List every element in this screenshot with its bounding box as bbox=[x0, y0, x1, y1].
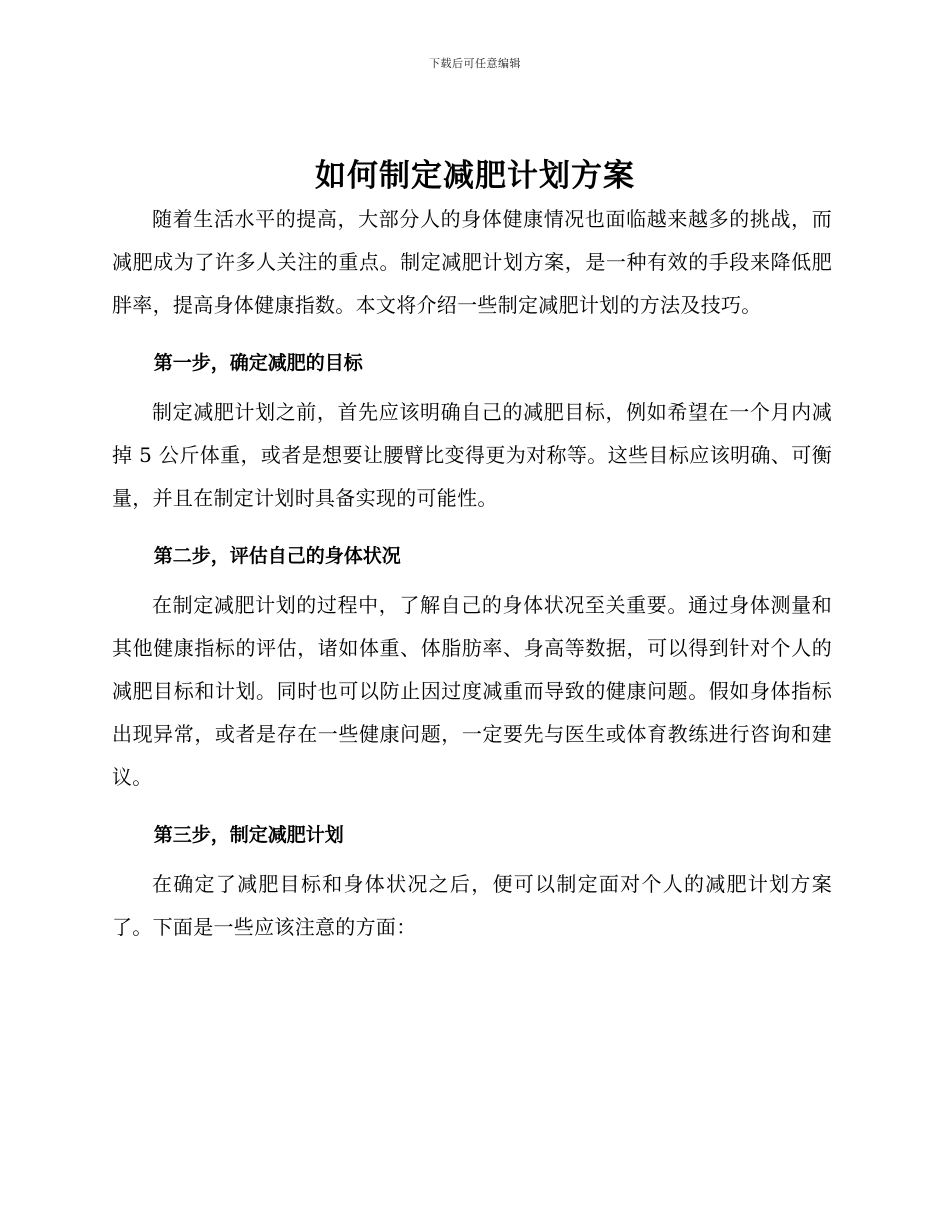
document-title: 如何制定减肥计划方案 bbox=[315, 158, 635, 194]
section-body-step-2: 在制定减肥计划的过程中，了解自己的身体状况至关重要。通过身体测量和其他健康指标的评估，诸如体重、体脂肪率、身高等数据，可以得到针对个人的减肥目标和计划。同时也可以防止因过度减重而导致的健康问题。假如身体指标出现异常，或者是存在一些健康问题，一定要先与医生或体育教练进行咨询和建议。 bbox=[112, 593, 832, 789]
section-heading-step-1: 第一步，确定减肥的目标 bbox=[153, 352, 363, 374]
header-note: 下载后可任意编辑 bbox=[429, 57, 521, 70]
document-body bbox=[112, 198, 832, 949]
section-body-step-1: 制定减肥计划之前，首先应该明确自己的减肥目标，例如希望在一个月内减掉 5 公斤体重，或者是想要让腰臂比变得更为对称等。这些目标应该明确、可衡量，并且在制定计划时具备实现的可能性。 bbox=[112, 400, 832, 510]
section-heading-step-3: 第三步，制定减肥计划 bbox=[153, 824, 344, 846]
section-body-step-3: 在确定了减肥目标和身体状况之后，便可以制定面对个人的减肥计划方案了。下面是一些应该注意的方面： bbox=[112, 872, 832, 939]
intro-paragraph: 随着生活水平的提高，大部分人的身体健康情况也面临越来越多的挑战，而减肥成为了许多人关注的重点。制定减肥计划方案，是一种有效的手段来降低肥胖率，提高身体健康指数。本文将介绍一些制定减肥计划的方法及技巧。 bbox=[112, 207, 832, 317]
section-heading-step-2: 第二步，评估自己的身体状况 bbox=[153, 545, 401, 567]
